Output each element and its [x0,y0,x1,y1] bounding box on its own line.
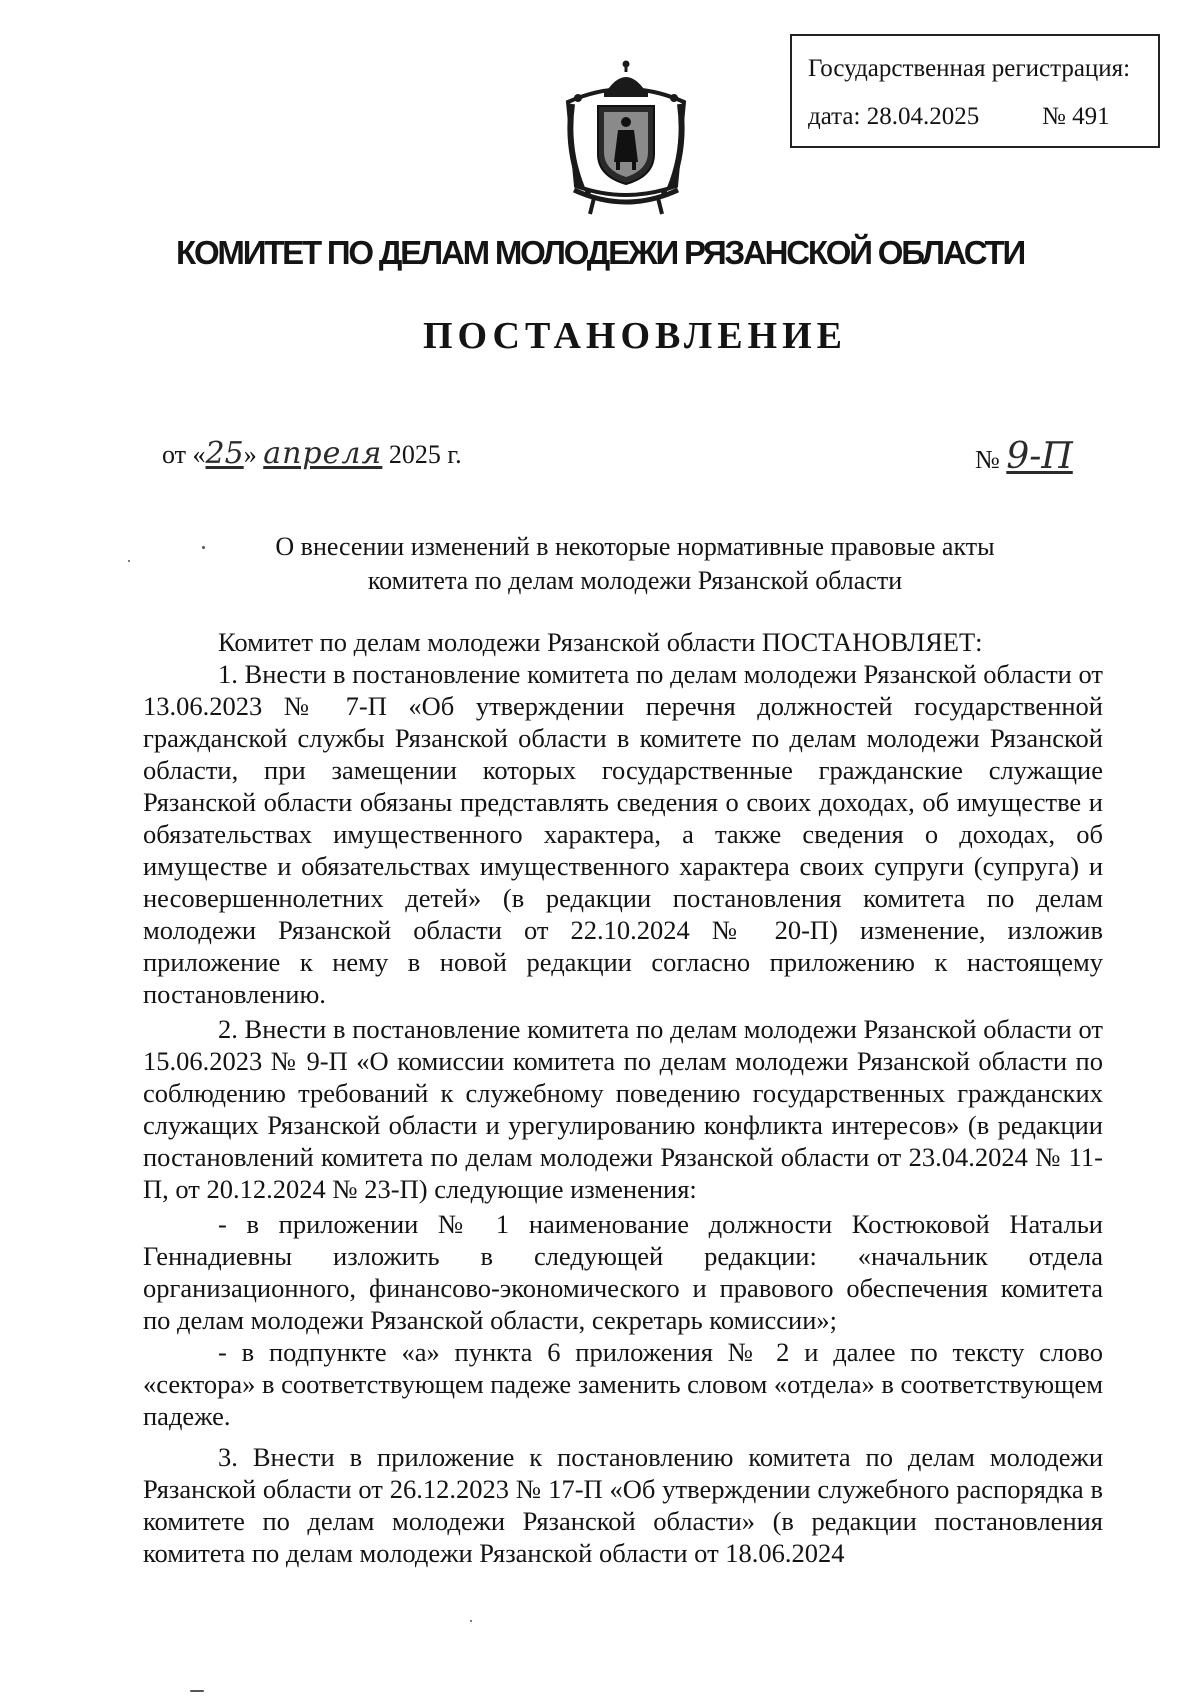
coat-of-arms-icon [554,58,698,216]
scan-speck [190,1690,204,1692]
handwritten-day: 25 [205,436,244,471]
number-prefix: № [975,445,1007,474]
handwritten-month: апреля [263,436,383,471]
document-title [0,530,1200,598]
date-suffix: 2025 г. [382,440,462,469]
title-line-2: комитета по делам молодежи Рязанской области [367,566,903,595]
registration-date: дата: 28.04.2025 [808,103,980,130]
handwritten-number: 9-П [1006,436,1073,477]
scan-speck [202,546,205,549]
document-body [143,626,1103,1569]
paragraph-2-item-a: - в приложении № 1 наименование должности Костюковой Натальи Геннадиевны изложить в следующей редакции: «начальник отдела организационного, финансово-экономического и правового обеспечения комитета по делам молодежи Рязанской области, секретарь комиссии»; [143,1209,1103,1335]
scan-speck [470,1620,472,1622]
registration-title: Государственная регистрация: [808,55,1131,82]
document-date [162,436,462,471]
registration-number: № 491 [1042,103,1110,130]
paragraph-1: 1. Внести в постановление комитета по делам молодежи Рязанской области от 13.06.2023 № 7-П «Об утверждении перечня должностей государственной гражданской службы Рязанской области в комитете по делам молодежи Рязанской области, при замещении которых государственные гражданские служащие Рязанской области обязаны представлять сведения о своих доходах, об имуществе и обязательствах имущественного характера, а также сведения о доходах, об имуществе и обязательствах имущественного характера своих супруги (супруга) и несовершеннолетних детей» (в редакции постановления комитета по делам молодежи Рязанской области от 22.10.2024 № 20-П) изменение, изложив приложение к нему в новой редакции согласно приложению к настоящему постановлению. [143,659,1103,1009]
paragraph-2: 2. Внести в постановление комитета по делам молодежи Рязанской области от 15.06.2023 № 9-П «О комиссии комитета по делам молодежи Рязанской области по соблюдению требований к служебному поведению государственных гражданских служащих Рязанской области и урегулированию конфликта интересов» (в редакции постановлений комитета по делам молодежи Рязанской области от 23.04.2024 № 11-П, от 20.12.2024 № 23-П) следующие изменения: [143,1014,1103,1204]
paragraph-2-item-b: - в подпункте «а» пункта 6 приложения № 2 и далее по тексту слово «сектора» в соответствующем падеже заменить словом «отдела» в соответствующем падеже. [143,1337,1103,1431]
title-line-1: О внесении изменений в некоторые нормативные правовые акты [275,532,995,561]
document-number [975,436,1073,477]
intro-paragraph: Комитет по делам молодежи Рязанской области ПОСТАНОВЛЯЕТ: [218,627,983,657]
paragraph-3: 3. Внести в приложение к постановлению комитета по делам молодежи Рязанской области от 26.12.2023 № 17-П «Об утверждении служебного распорядка в комитете по делам молодежи Рязанской области» (в редакции постановления комитета по делам молодежи Рязанской области от 18.06.2024 [143,1442,1103,1568]
date-prefix: от « [162,440,206,469]
scan-speck [128,560,130,562]
document-type: ПОСТАНОВЛЕНИЕ [422,315,848,357]
organization-name: КОМИТЕТ ПО ДЕЛАМ МОЛОДЕЖИ РЯЗАНСКОЙ ОБЛАСТИ [176,234,1024,271]
date-mid: » [243,440,264,469]
registration-stamp [790,34,1160,148]
